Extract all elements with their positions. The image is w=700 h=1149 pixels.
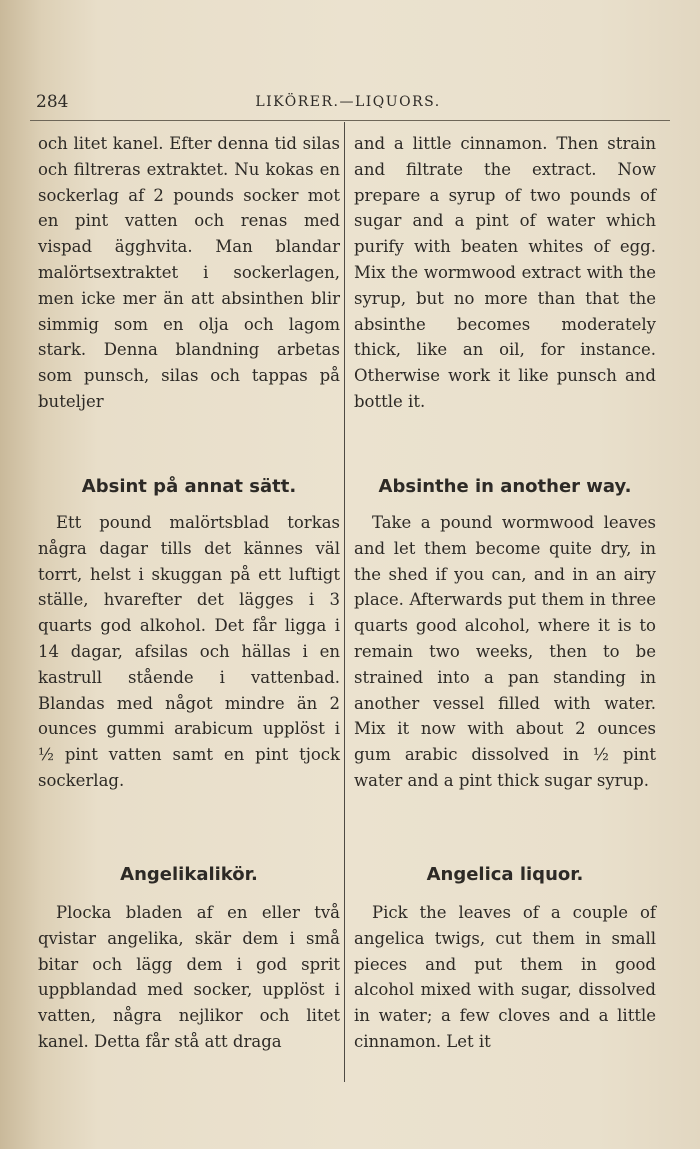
- column-divider: [344, 122, 345, 1082]
- english-section2-title: Angelica liquor.: [426, 864, 584, 885]
- english-section1-text: Take a pound wormwood leaves and let them become quite dry, in the shed if you can, and in an airy place. Afterwards put them in three quarts good alcohol, where it is to remain two weeks, then to be strained into a pan standing in another vessel filled with water. Mix it now with about 2 ounces gum arabic dissolved in ½ pint water and a pint thick sugar syrup.: [354, 513, 656, 790]
- swedish-section1-text: Ett pound malörtsblad torkas några dagar tills det kännes väl torrt, helst i skuggan på ett luftigt ställe, hvarefter det lägges i 3 quarts god alkohol. Det får ligga i 14 dagar, afsilas och hällas i en kastrull stående i vattenbad. Blandas med något mindre än 2 ounces gummi arabicum upplöst i ½ pint vatten samt en pint tjock sockerlag.: [38, 513, 340, 790]
- running-title: LIKÖRER.—LIQUORS.: [255, 94, 441, 110]
- swedish-intro-text: och litet kanel. Efter denna tid silas och filtreras extraktet. Nu kokas en sockerlag af 2 pounds socker mot en pint vatten och renas med vispad ägghvita. Man blandar malörtsextraktet i sockerlagen, men icke mer än att absinthen blir simmig som en olja och lagom stark. Denna blandning arbetas som punsch, silas och tappas på buteljer: [38, 134, 340, 411]
- page-number: 284: [36, 92, 69, 112]
- english-section1-title: Absinthe in another way.: [378, 476, 632, 497]
- english-section2-text: Pick the leaves of a couple of angelica twigs, cut them in small pieces and put them in good alcohol mixed with sugar, dissolved in water; a few cloves and a little cinnamon. Let it: [354, 903, 656, 1051]
- swedish-section2-text: Plocka bladen af en eller två qvistar angelika, skär dem i små bitar och lägg dem i god sprit uppblandad med socker, upplöst i vatten, några nejlikor och litet kanel. Detta får stå att draga: [38, 903, 340, 1051]
- swedish-section1-title: Absint på annat sätt.: [81, 476, 297, 497]
- header-rule: [30, 120, 670, 121]
- page-header: [32, 92, 664, 118]
- swedish-section2-title: Angelikalikör.: [120, 864, 258, 885]
- english-intro-text: and a little cinnamon. Then strain and filtrate the extract. Now prepare a syrup of two pounds of sugar and a pint of water which purify with beaten whites of egg. Mix the wormwood extract with the syrup, but no more than that the absinthe becomes moderately thick, like an oil, for instance. Otherwise work it like punsch and bottle it.: [354, 134, 656, 411]
